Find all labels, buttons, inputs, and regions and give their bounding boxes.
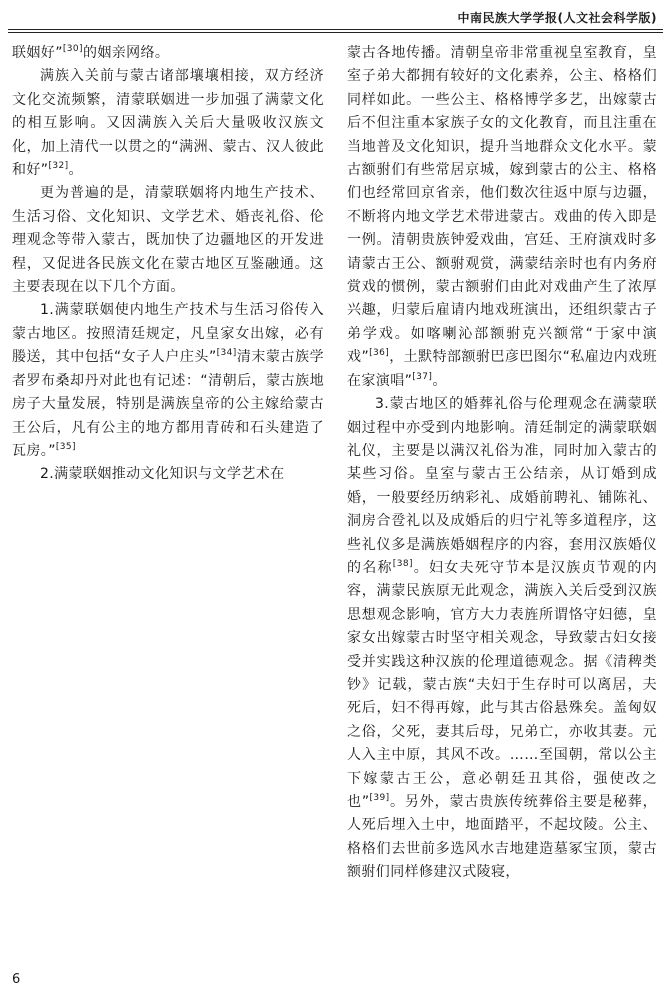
paragraph: 更为普遍的是，清蒙联姻将内地生产技术、生活习俗、文化知识、文学艺术、婚丧礼俗、伦理观念等带入蒙古，既加快了边疆地区的开发进程，又促进各民族文化在蒙古地区互鉴融通。这主要表现在以下几个方面。 (12, 185, 324, 296)
header-rule-thin (8, 32, 663, 33)
right-column (347, 42, 657, 885)
journal-title: 中南民族大学学报(人文社会科学版) (457, 11, 657, 25)
header-rule (8, 29, 663, 30)
page-number: 6 (12, 972, 21, 987)
page-header (0, 0, 669, 28)
paragraph: 3.蒙古地区的婚葬礼俗与伦理观念在满蒙联姻过程中亦受到内地影响。清廷制定的满蒙联姻礼仪，主要是以满汉礼俗为准，同时加入蒙古的某些习俗。皇室与蒙古王公结亲，从订婚到成婚，一般要经历纳彩礼、成婚前聘礼、铺陈礼、洞房合卺礼以及成婚后的归宁礼等多道程序，这些礼仪多是满族婚姻程序的内容，套用汉族婚仪的名称[38]。妇女夫死守节本是汉族贞节观的内容，满蒙民族原无此观念，满族入关后受到汉族思想观念影响，官方大力表旌所谓恪守妇德，皇家女出嫁蒙古时坚守相关观念，导致蒙古妇女接受并实践这种汉族的伦理道德观念。据《清稗类钞》记载，蒙古族“夫妇于生存时可以离居，夫死后，妇不得再嫁，此与其古俗悬殊矣。盖匈奴之俗，父死，妻其后母，兄弟亡，亦收其妻。元人入主中原，其风不改。……至国朝，常以公主下嫁蒙古王公，意必朝廷丑其俗，强使改之也”[39]。另外，蒙古贵族传统葬俗主要是秘葬，人死后埋入土中，地面踏平，不起坟陵。公主、格格们去世前多选风水吉地建造墓冢宝顶，蒙古额驸们同样修建汉式陵寝， (347, 396, 657, 881)
left-column (12, 42, 324, 487)
paragraph-continued: 联姻好”[30]的姻亲网络。 (12, 44, 170, 61)
paragraph-continued: 蒙古各地传播。清朝皇帝非常重视皇室教育，皇室子弟大都拥有较好的文化素养，公主、格格们同样如此。一些公主、格格博学多艺，出嫁蒙古后不但注重本家族子女的文化教育，而且注重在当地普及文化知识，提升当地群众文化水平。蒙古额驸们有些常居京城，嫁到蒙古的公主、格格们也经常回京省亲，他们数次往返中原与边疆，不断将内地文学艺术带进蒙古。戏曲的传入即是一例。清朝贵族钟爱戏曲，宫廷、王府演戏时多请蒙古王公、额驸观赏，满蒙结亲时也有内务府赏戏的惯例，蒙古额驸们由此对戏曲产生了浓厚兴趣，归蒙后雇请内地戏班演出，还组织蒙古子弟学戏。如喀喇沁部额驸克兴额常“于家中演戏”[36]，土默特部额驸巴彦巴图尔“私雇边内戏班在家演唱”[37]。 (347, 45, 657, 389)
paragraph: 1.满蒙联姻使内地生产技术与生活习俗传入蒙古地区。按照清廷规定，凡皇家女出嫁，必有媵送，其中包括“女子人户庄头”[34]清末蒙古族学者罗布桑却丹对此也有记述：“清朝后，蒙古族地房子大量发展，特别是满族皇帝的公主嫁给蒙古王公后，凡有公主的地方都用青砖和石头建造了瓦房。”[35] (12, 302, 324, 459)
paragraph: 2.满蒙联姻推动文化知识与文学艺术在 (40, 466, 285, 483)
paragraph: 满族入关前与蒙古诸部壤壤相接，双方经济文化交流频繁，清蒙联姻进一步加强了满蒙文化的相互影响。又因满族入关后大量吸收汉族文化，加上清代一以贯之的“满洲、蒙古、汉人彼此和好”[32]。 (12, 68, 324, 179)
